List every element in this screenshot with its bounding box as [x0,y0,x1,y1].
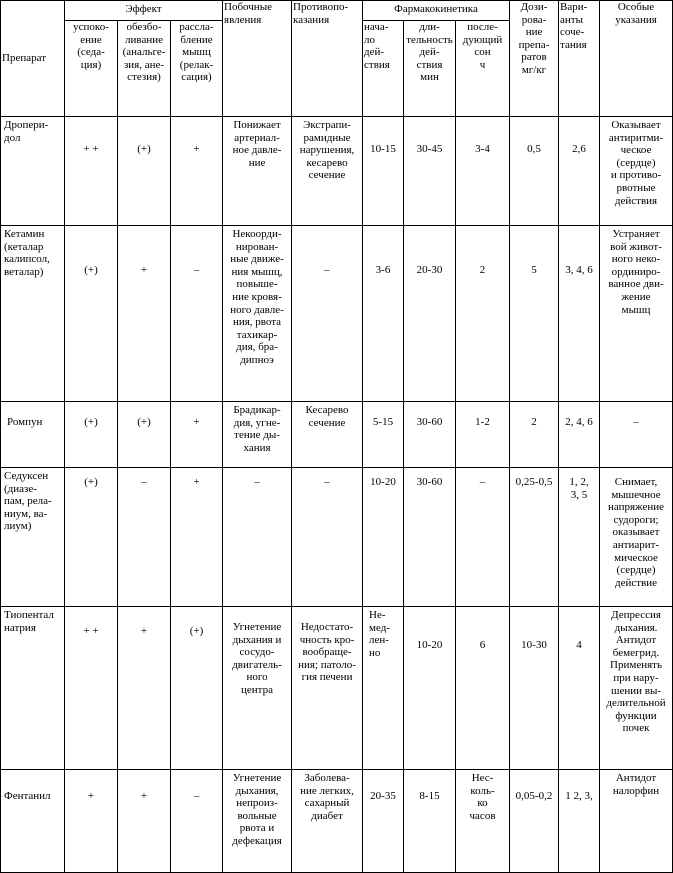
duration-cell: 8-15 [404,770,456,873]
analgesia-cell: (+) [118,117,171,226]
drug-name: Тиопентал натрия [1,607,65,770]
dosage-cell: 0,25-0,5 [510,468,559,607]
header-analgesia: обезбо- ливание (анальге- зия, ане- стезия) [118,21,171,117]
contraindications-cell: – [292,468,363,607]
notes-cell: Депрессия дыхания. Антидот бемегрид. Применять при нару- шении вы- делительной функции почек [600,607,673,770]
header-row-1 [1,1,673,21]
sedation-cell: (+) [65,402,118,468]
sleep-cell: 6 [456,607,510,770]
relaxation-cell: + [171,468,223,607]
notes-cell: Устраняет вой живот- ного неко- ординиро- ванное дви- жение мышц [600,226,673,402]
onset-cell: 10-15 [363,117,404,226]
dosage-cell: 0,5 [510,117,559,226]
notes-cell: Снимает, мышечное напряжение судороги; оказывает антиарит- мическое (сердце) действие [600,468,673,607]
onset-cell: Не- мед- лен- но [363,607,404,770]
duration-cell: 10-20 [404,607,456,770]
table-row [1,607,673,770]
dosage-cell: 5 [510,226,559,402]
duration-cell: 30-45 [404,117,456,226]
drug-name: Фентанил [1,770,65,873]
contraindications-cell: – [292,226,363,402]
analgesia-cell: (+) [118,402,171,468]
header-dosage: Дози- рова- ние препа- ратов мг/кг [510,1,559,117]
variants-cell: 2,6 [559,117,600,226]
contraindications-cell: Недостато- чность кро- вообраще- ния; патоло- гия печени [292,607,363,770]
sedation-cell: + + [65,607,118,770]
side-effects-cell: Некоорди- нирован- ные движе- ния мышц, повыше- ние кровя- ного давле- ния, рвота тахикар- дия, бра- дипноэ [223,226,292,402]
header-aftersleep: после- дующий сон ч [456,21,510,117]
dosage-cell: 0,05-0,2 [510,770,559,873]
duration-cell: 20-30 [404,226,456,402]
side-effects-cell: Угнетение дыхания и сосудо- двигатель- ного центра [223,607,292,770]
side-effects-cell: Угнетение дыхания, непроиз- вольные рвота и дефекация [223,770,292,873]
drug-name: Кетамин (кеталар калипсол, веталар) [1,226,65,402]
onset-cell: 5-15 [363,402,404,468]
relaxation-cell: + [171,117,223,226]
analgesia-cell: + [118,607,171,770]
header-onset: нача- ло дей- ствия [363,21,404,117]
sleep-cell: 2 [456,226,510,402]
table-row [1,770,673,873]
variants-cell: 4 [559,607,600,770]
dosage-cell: 10-30 [510,607,559,770]
sleep-cell: Нес- коль- ко часов [456,770,510,873]
sleep-cell: 3-4 [456,117,510,226]
side-effects-cell: Брадикар- дия, угне- тение ды- хания [223,402,292,468]
variants-cell: 2, 4, 6 [559,402,600,468]
duration-cell: 30-60 [404,468,456,607]
variants-cell: 3, 4, 6 [559,226,600,402]
header-variants: Вари- анты соче- тания [559,1,600,117]
sedation-cell: (+) [65,468,118,607]
table-row [1,117,673,226]
header-contraindications: Противопо- казания [292,1,363,117]
drug-name: Седуксен (диазе- пам, рела- ниум, ва- лиум) [1,468,65,607]
sedation-cell: + + [65,117,118,226]
header-effect: Эффект [65,1,223,21]
header-pharmacokinetics: Фармакокинетика [363,1,510,21]
analgesia-cell: + [118,770,171,873]
table-row [1,226,673,402]
header-relaxation: рассла- бление мышц (релак- сация) [171,21,223,117]
side-effects-cell: – [223,468,292,607]
sedation-cell: (+) [65,226,118,402]
onset-cell: 20-35 [363,770,404,873]
contraindications-cell: Кесарево сечение [292,402,363,468]
contraindications-cell: Заболева- ние легких, сахарный диабет [292,770,363,873]
onset-cell: 10-20 [363,468,404,607]
variants-cell: 1 2, 3, [559,770,600,873]
analgesia-cell: – [118,468,171,607]
table-row [1,468,673,607]
relaxation-cell: (+) [171,607,223,770]
duration-cell: 30-60 [404,402,456,468]
header-sedation: успоко- ение (седа- ция) [65,21,118,117]
table-row [1,402,673,468]
notes-cell: Оказывает антиритми- ческое (сердце) и противо- рвотные действия [600,117,673,226]
sedation-cell: + [65,770,118,873]
onset-cell: 3-6 [363,226,404,402]
drug-name: Дропери- дол [1,117,65,226]
sleep-cell: 1-2 [456,402,510,468]
header-side-effects: Побочные явления [223,1,292,117]
dosage-cell: 2 [510,402,559,468]
relaxation-cell: – [171,226,223,402]
contraindications-cell: Экстрапи- рамидные нарушения, кесарево сечение [292,117,363,226]
analgesia-cell: + [118,226,171,402]
header-notes: Особые указания [600,1,673,117]
drug-name: Ромпун [1,402,65,468]
relaxation-cell: + [171,402,223,468]
notes-cell: – [600,402,673,468]
side-effects-cell: Понижает артериал- ное давле- ние [223,117,292,226]
variants-cell: 1, 2, 3, 5 [559,468,600,607]
notes-cell: Антидот налорфин [600,770,673,873]
relaxation-cell: – [171,770,223,873]
header-drug: Препарат [1,1,65,117]
sleep-cell: – [456,468,510,607]
header-duration: дли- тельность дей- ствия мин [404,21,456,117]
